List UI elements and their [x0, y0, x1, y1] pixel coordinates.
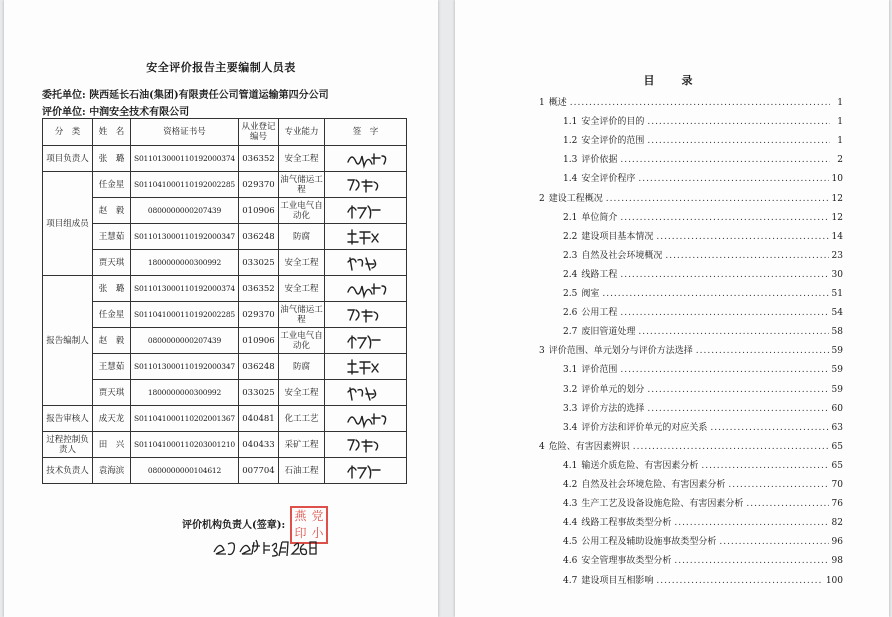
signature-mark [344, 200, 388, 222]
staff-name: 成天龙 [93, 406, 131, 432]
signature-mark [344, 252, 388, 274]
staff-row [43, 354, 407, 380]
toc-entry-page: 82 [831, 518, 843, 529]
toc-entry-title: 安全管理事故类型分析 [581, 556, 672, 567]
toc-leader-dots [696, 345, 829, 357]
toc-entry [563, 269, 843, 281]
toc-leader-dots [746, 498, 828, 510]
toc-entry [563, 116, 843, 128]
toc-entry [563, 154, 843, 166]
staff-reg: 029370 [239, 302, 279, 328]
toc-entry-page: 12 [831, 212, 843, 223]
staff-category: 项目组成员 [43, 172, 93, 276]
toc-entry-title: 公用工程及辅助设施事故类型分析 [581, 537, 717, 548]
staff-name: 赵 毅 [93, 328, 131, 354]
header-category: 分 类 [43, 119, 93, 146]
toc-leader-dots [656, 231, 828, 243]
toc-entry [563, 575, 843, 587]
toc-entry-number: 2.6 [563, 308, 578, 319]
toc-entry-title: 废旧管道处理 [581, 327, 636, 338]
toc-entry-title: 建设工程概况 [548, 193, 603, 204]
left-page-staff-list [4, 0, 438, 617]
toc-entry-title: 评价依据 [581, 155, 618, 166]
toc-entry-page: 100 [825, 575, 843, 586]
toc-leader-dots [647, 116, 830, 128]
toc-leader-dots [620, 212, 828, 224]
toc-entry-number: 2.7 [563, 327, 578, 338]
toc-entry-page: 98 [831, 556, 843, 567]
staff-signature [325, 328, 407, 354]
toc-leader-dots [674, 517, 828, 529]
staff-cert: S011013000110192000374 [131, 146, 239, 172]
signature-mark [344, 460, 388, 482]
toc-leader-dots [638, 326, 828, 338]
staff-cert: 0800000000104612 [131, 458, 239, 484]
toc-entry [563, 326, 843, 338]
toc-entry-page: 30 [831, 269, 843, 280]
staff-signature [325, 406, 407, 432]
staff-cert: 1800000000300992 [131, 250, 239, 276]
staff-row [43, 276, 407, 302]
staff-major: 化工工艺 [279, 406, 325, 432]
toc-entry-number: 4.1 [563, 460, 578, 471]
toc-title: 目 录 [643, 74, 701, 87]
toc-entry [563, 288, 843, 300]
assessor-value: 中润安全技术有限公司 [89, 107, 190, 118]
staff-row [43, 406, 407, 432]
toc-leader-dots [620, 307, 828, 319]
staff-cert: 1800000000300992 [131, 380, 239, 406]
toc-leader-dots [633, 441, 829, 453]
toc-entry-page: 59 [831, 365, 843, 376]
toc-entry-page: 63 [831, 422, 843, 433]
staff-signature [325, 250, 407, 276]
toc-entry [539, 345, 843, 357]
toc-leader-dots [570, 97, 830, 109]
client-label: 委托单位: [42, 90, 86, 101]
toc-entry-number: 2.5 [563, 289, 578, 299]
signature-mark [344, 434, 388, 456]
staff-table-header-row [43, 119, 407, 146]
toc-entry-page: 14 [831, 231, 843, 242]
toc-entry-page: 10 [831, 174, 843, 185]
toc-entry [563, 250, 843, 262]
staff-name: 赵 毅 [93, 198, 131, 224]
staff-row [43, 146, 407, 172]
toc-entry-number: 3.4 [563, 422, 578, 433]
staff-name: 任金星 [93, 302, 131, 328]
toc-entry-page: 76 [831, 499, 843, 510]
signature-mark [344, 408, 388, 430]
staff-signature [325, 302, 407, 328]
toc-entry [539, 97, 843, 109]
staff-major: 油气储运工程 [279, 172, 325, 198]
toc-entry-title: 安全评价的范围 [581, 136, 645, 147]
toc-leader-dots [719, 536, 828, 548]
toc-entry-title: 危险、有害因素辨识 [548, 441, 630, 452]
toc-entry-page: 65 [831, 441, 843, 452]
toc-entry-number: 2.2 [563, 231, 578, 242]
toc-entry-number: 2.1 [563, 212, 578, 223]
toc-entry-number: 4.5 [563, 537, 578, 548]
staff-major: 采矿工程 [279, 432, 325, 458]
toc-entry-page: 58 [831, 327, 843, 338]
staff-cert: 0800000000207439 [131, 198, 239, 224]
toc-leader-dots [620, 269, 828, 281]
toc-entry-title: 自然及社会环境危险、有害因素分析 [581, 480, 726, 490]
signature-mark [344, 356, 388, 378]
staff-table-title: 安全评价报告主要编制人员表 [146, 61, 296, 74]
staff-reg: 010906 [239, 198, 279, 224]
toc-entry-page: 1 [837, 98, 843, 108]
handwritten-date [210, 536, 320, 560]
signature-mark [344, 226, 388, 248]
toc-leader-dots [728, 479, 828, 491]
toc-entry-title: 线路工程 [581, 269, 618, 280]
staff-reg: 036248 [239, 224, 279, 250]
staff-reg: 036248 [239, 354, 279, 380]
staff-major: 工业电气自动化 [279, 198, 325, 224]
staff-signature [325, 432, 407, 458]
toc-entry-title: 评价方法的选择 [581, 403, 645, 414]
agency-head-label: 评价机构负责人(签章): [182, 520, 286, 531]
toc-entry-title: 公用工程 [581, 308, 618, 319]
toc-entry-title: 评价范围 [581, 365, 618, 376]
toc-entry-page: 60 [831, 403, 843, 414]
toc-entry [563, 479, 843, 491]
staff-row [43, 198, 407, 224]
staff-major: 防腐 [279, 224, 325, 250]
toc-entry-number: 4.3 [563, 499, 578, 510]
staff-reg: 040433 [239, 432, 279, 458]
staff-signature [325, 458, 407, 484]
toc-entry-title: 概述 [548, 98, 567, 108]
staff-major: 工业电气自动化 [279, 328, 325, 354]
toc-leader-dots [647, 384, 828, 396]
staff-reg: 036352 [239, 146, 279, 172]
toc-entry-page: 59 [831, 346, 843, 357]
staff-reg: 033025 [239, 380, 279, 406]
signature-mark [344, 278, 388, 300]
toc-leader-dots [665, 250, 828, 262]
toc-entry [563, 384, 843, 396]
staff-category: 技术负责人 [43, 458, 93, 484]
staff-cert: S011041000110202001367 [131, 406, 239, 432]
toc-entry [563, 212, 843, 224]
staff-major: 油气储运工程 [279, 302, 325, 328]
staff-major: 安全工程 [279, 380, 325, 406]
staff-name: 张 璐 [93, 146, 131, 172]
staff-table [42, 118, 407, 484]
staff-category: 报告审核人 [43, 406, 93, 432]
toc-entry-title: 评价方法和评价单元的对应关系 [581, 422, 708, 433]
toc-entry [563, 498, 843, 510]
toc-entry-title: 评价单元的划分 [581, 384, 645, 395]
staff-major: 安全工程 [279, 276, 325, 302]
staff-cert: S011041000110203001210 [131, 432, 239, 458]
staff-cert: S011013000110192000347 [131, 354, 239, 380]
toc-entry-page: 12 [831, 193, 843, 204]
toc-entry-page: 1 [837, 117, 843, 128]
staff-reg: 010906 [239, 328, 279, 354]
toc-entry-title: 安全评价程序 [581, 174, 636, 185]
toc-entry [563, 135, 843, 147]
staff-row [43, 302, 407, 328]
staff-category: 过程控制负责人 [43, 432, 93, 458]
toc-entry-title: 安全评价的目的 [581, 117, 645, 128]
toc-entry [563, 555, 843, 567]
staff-row [43, 172, 407, 198]
toc-leader-dots [620, 154, 830, 166]
staff-signature [325, 224, 407, 250]
staff-major: 安全工程 [279, 250, 325, 276]
header-cert: 资格证书号 [131, 119, 239, 146]
staff-signature [325, 354, 407, 380]
toc-leader-dots [602, 288, 828, 300]
toc-leader-dots [620, 364, 828, 376]
toc-entry-number: 2.3 [563, 250, 578, 261]
header-name: 姓 名 [93, 119, 131, 146]
toc-entry-title: 建设项目互相影响 [581, 575, 654, 586]
staff-row [43, 250, 407, 276]
seal-char: 党 [311, 509, 324, 523]
client-line [42, 86, 329, 101]
staff-major: 防腐 [279, 354, 325, 380]
staff-name: 王慧茹 [93, 354, 131, 380]
right-page-toc [455, 0, 889, 617]
staff-reg: 029370 [239, 172, 279, 198]
toc-entry-number: 3.2 [563, 384, 578, 395]
staff-row [43, 458, 407, 484]
staff-name: 王慧茹 [93, 224, 131, 250]
toc-entry-title: 阀室 [581, 289, 600, 299]
staff-category: 项目负责人 [43, 146, 93, 172]
signature-mark [344, 174, 388, 196]
toc-entry [539, 441, 843, 453]
staff-reg: 033025 [239, 250, 279, 276]
staff-name: 贾天琪 [93, 250, 131, 276]
toc-leader-dots [710, 422, 828, 434]
signature-mark [344, 148, 388, 170]
toc-entry [563, 173, 843, 185]
assessor-label: 评价单位: [42, 107, 86, 118]
seal-char: 小 [311, 526, 324, 540]
toc-leader-dots [656, 575, 822, 587]
staff-cert: S011013000110192000374 [131, 276, 239, 302]
toc-entry-number: 4.4 [563, 518, 578, 529]
toc-entry-page: 2 [837, 155, 843, 166]
staff-signature [325, 198, 407, 224]
client-value: 陕西延长石油(集团)有限责任公司管道运输第四分公司 [89, 90, 329, 101]
staff-major: 安全工程 [279, 146, 325, 172]
staff-signature [325, 146, 407, 172]
toc-leader-dots [638, 173, 828, 185]
staff-signature [325, 380, 407, 406]
staff-signature [325, 276, 407, 302]
toc-entry-page: 96 [831, 537, 843, 548]
toc-leader-dots [674, 555, 828, 567]
signature-mark [344, 330, 388, 352]
toc-entry-title: 生产工艺及设备设施危险、有害因素分析 [581, 499, 744, 510]
toc-entry [539, 193, 843, 205]
toc-entry [563, 517, 843, 529]
staff-cert: S011041000110192002285 [131, 302, 239, 328]
staff-row [43, 328, 407, 354]
toc-entry-number: 1 [539, 98, 545, 108]
staff-name: 任金星 [93, 172, 131, 198]
toc-entry-title: 单位简介 [581, 212, 618, 223]
toc-entry-number: 4.7 [563, 575, 578, 586]
staff-name: 田 兴 [93, 432, 131, 458]
staff-signature [325, 172, 407, 198]
toc-entry-page: 70 [831, 480, 843, 490]
staff-row [43, 432, 407, 458]
toc-entry-number: 2.4 [563, 269, 578, 280]
toc-entry-number: 3.1 [563, 365, 578, 376]
toc-entry-number: 4.6 [563, 556, 578, 567]
toc-entry-number: 1.3 [563, 155, 578, 166]
toc-leader-dots [647, 135, 830, 147]
staff-major: 石油工程 [279, 458, 325, 484]
toc-entry-page: 51 [831, 289, 843, 299]
toc-leader-dots [701, 460, 828, 472]
staff-row [43, 380, 407, 406]
toc-entry-number: 1.2 [563, 136, 578, 147]
toc-entry-number: 3 [539, 346, 545, 357]
staff-name: 张 璐 [93, 276, 131, 302]
signature-mark [344, 304, 388, 326]
toc-entry-number: 4.2 [563, 480, 578, 490]
staff-cert: 0800000000207439 [131, 328, 239, 354]
staff-reg: 036352 [239, 276, 279, 302]
toc-entry-title: 评价范围、单元划分与评价方法选择 [548, 346, 693, 357]
header-major: 专业能力 [279, 119, 325, 146]
toc-entry-title: 建设项目基本情况 [581, 231, 654, 242]
toc-entry [563, 403, 843, 415]
staff-reg: 007704 [239, 458, 279, 484]
staff-reg: 040481 [239, 406, 279, 432]
staff-category: 报告编制人 [43, 276, 93, 406]
toc-entry-title: 线路工程事故类型分析 [581, 518, 672, 529]
header-signature: 签 字 [325, 119, 407, 146]
toc-entry-number: 1.1 [563, 117, 578, 128]
toc-entry-title: 自然及社会环境概况 [581, 250, 663, 261]
toc-entry [563, 231, 843, 243]
toc-entry-page: 65 [831, 460, 843, 471]
header-reg: 从业登记编号 [239, 119, 279, 146]
toc-entry-page: 1 [837, 136, 843, 147]
seal-char: 燕 [294, 509, 307, 523]
signature-mark [344, 382, 388, 404]
staff-cert: S011041000110192002285 [131, 172, 239, 198]
toc-entry [563, 460, 843, 472]
seal-char: 印 [294, 526, 307, 540]
toc-entry-page: 54 [831, 308, 843, 319]
staff-name: 贾天琪 [93, 380, 131, 406]
staff-name: 袁海滨 [93, 458, 131, 484]
toc-entry-number: 3.3 [563, 403, 578, 414]
toc-leader-dots [606, 193, 829, 205]
toc-leader-dots [647, 403, 828, 415]
toc-entry-page: 23 [831, 250, 843, 261]
toc-entry [563, 536, 843, 548]
toc-entry [563, 307, 843, 319]
toc-entry [563, 422, 843, 434]
toc-entry-page: 59 [831, 384, 843, 395]
toc-entry-number: 2 [539, 193, 545, 204]
staff-row [43, 224, 407, 250]
toc-entry-number: 1.4 [563, 174, 578, 185]
assessor-line [42, 103, 189, 118]
toc-entry-title: 输送介质危险、有害因素分析 [581, 460, 699, 471]
staff-cert: S011013000110192000347 [131, 224, 239, 250]
toc-entry-number: 4 [539, 441, 545, 452]
toc-entry [563, 364, 843, 376]
